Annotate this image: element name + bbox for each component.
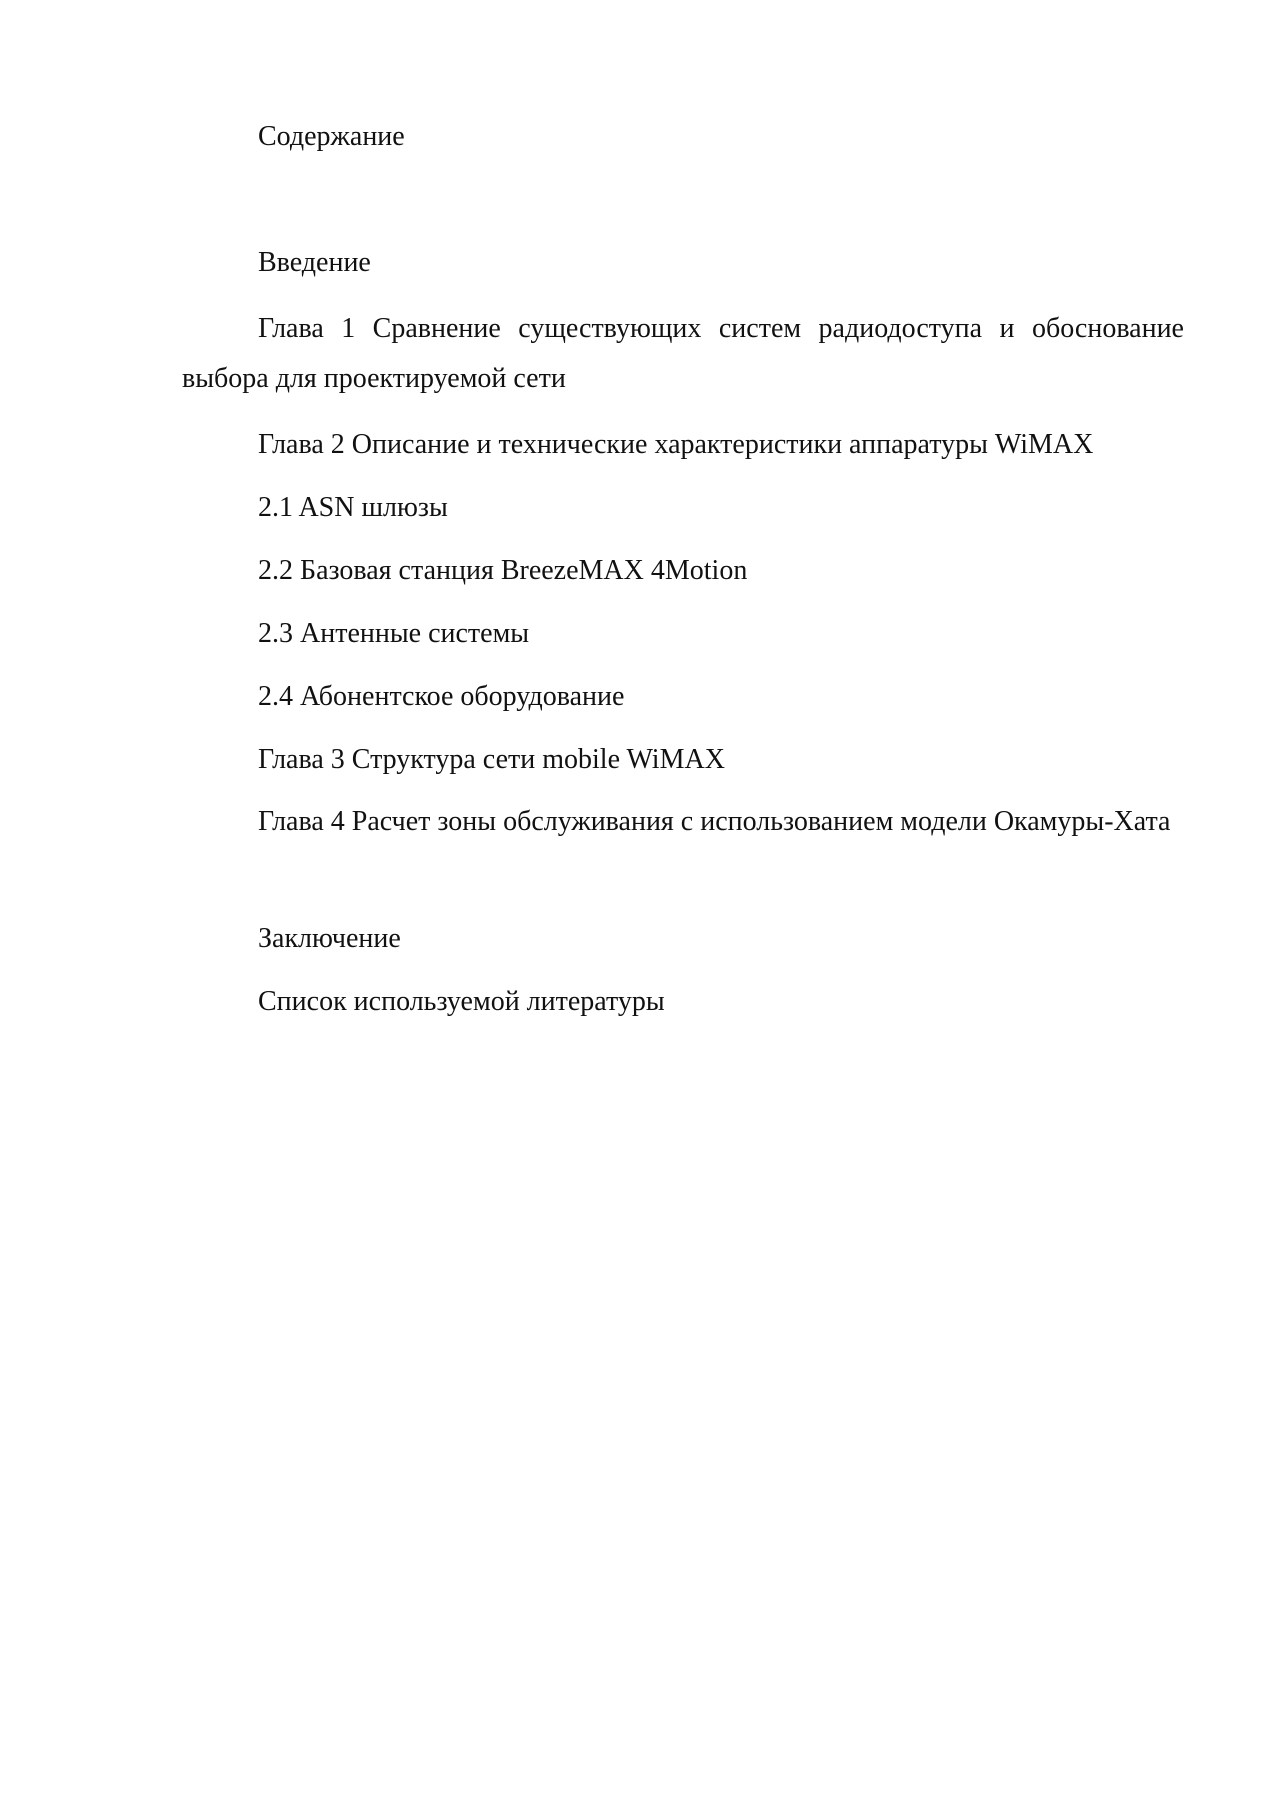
table-of-contents-heading: Содержание [258, 121, 405, 152]
toc-entry-chapter-1: Глава 1 Сравнение существующих систем радиодоступа и обоснование выбора для проектируемой сети [182, 313, 1184, 394]
toc-entry-section-2-2: 2.2 Базовая станция BreezeMAX 4Motion [258, 555, 748, 586]
toc-entry-chapter-3: Глава 3 Структура сети mobile WiMAX [258, 744, 725, 775]
toc-entry-section-2-1: 2.1 ASN шлюзы [258, 492, 448, 523]
toc-entry-section-2-4: 2.4 Абонентское оборудование [258, 681, 625, 712]
toc-entry-section-2-3: 2.3 Антенные системы [258, 618, 530, 649]
toc-entry-chapter-4: Глава 4 Расчет зоны обслуживания с использованием модели Окамуры-Хата [258, 806, 1171, 837]
toc-entry-conclusion: Заключение [258, 923, 401, 954]
toc-entry-bibliography: Список используемой литературы [258, 986, 665, 1017]
toc-entry-introduction: Введение [258, 247, 371, 278]
toc-entry-chapter-2: Глава 2 Описание и технические характеристики аппаратуры WiMAX [258, 429, 1094, 460]
